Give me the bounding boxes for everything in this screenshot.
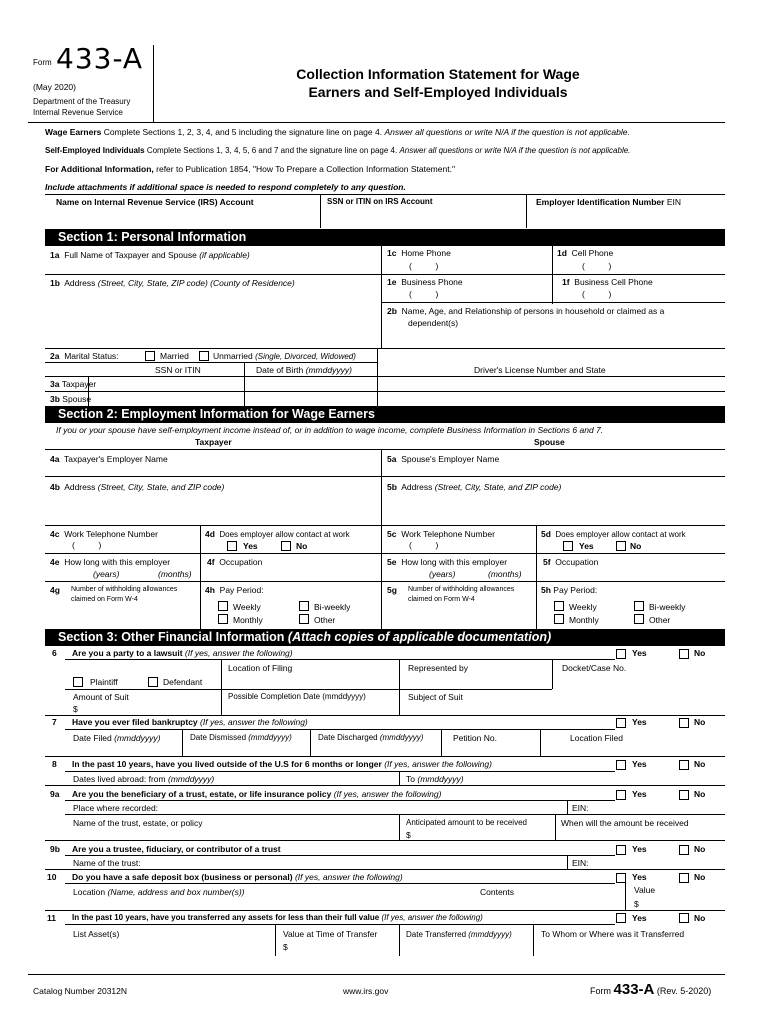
field-1c-label: 1c Home Phone <box>387 248 451 258</box>
form-number: 433-A <box>56 42 144 75</box>
section-3-header: Section 3: Other Financial Information (Attach copies of applicable documentation) <box>45 629 725 646</box>
business-phone-area[interactable]: ( ) <box>409 289 439 299</box>
irs-url[interactable]: www.irs.gov <box>343 986 389 996</box>
defendant-label: Defendant <box>163 677 203 687</box>
form-date: (May 2020) <box>33 82 76 92</box>
q8-num: 8 <box>52 759 57 769</box>
amount-of-suit-label: Amount of Suit <box>73 692 129 702</box>
intro-self-employed: Self-Employed Individuals Complete Sections 1, 3, 4, 5, 6 and 7 and the signature line on page 4. Answer all questions or write N/A if the question is not applicable. <box>45 146 631 155</box>
ein-9b-label: EIN: <box>572 858 589 868</box>
sdb-contents-label: Contents <box>480 887 515 897</box>
field-4c-label: 4c Work Telephone Number <box>50 529 158 539</box>
represented-by-label: Represented by <box>408 663 469 673</box>
field-2b-label: 2b Name, Age, and Relationship of persons in household or claimed as a <box>387 306 665 316</box>
intro-attachments: Include attachments if additional space is needed to respond completely to any question. <box>45 182 406 192</box>
work-phone-4c-area[interactable]: ( ) <box>72 540 102 550</box>
name-trust-9b-label: Name of the trust: <box>73 858 141 868</box>
business-cell-area[interactable]: ( ) <box>582 289 612 299</box>
form-label: Form <box>33 58 52 67</box>
q10-label: Do you have a safe deposit box (business or personal) (If yes, answer the following) <box>72 872 403 882</box>
q9b-no-checkbox[interactable] <box>679 845 689 855</box>
section-2-note: If you or your spouse have self-employment income instead of, or in addition to wage income, complete Business Information in Sections 6 and 7. <box>56 425 604 435</box>
department: Department of the Treasury <box>33 97 131 106</box>
q9b-yes-checkbox[interactable] <box>616 845 626 855</box>
name-on-account-field[interactable] <box>46 208 318 226</box>
q7-label: Have you ever filed bankruptcy (If yes, answer the following) <box>72 717 308 727</box>
q10-num: 10 <box>47 872 57 882</box>
value-transfer-label: Value at Time of Transfer <box>283 929 378 939</box>
pay-4h-other-checkbox[interactable] <box>299 614 309 624</box>
field-4b-label: 4b Address (Street, City, State, and ZIP code) <box>50 482 225 492</box>
plaintiff-label: Plaintiff <box>90 677 118 687</box>
ssn-on-account-field[interactable] <box>322 208 524 226</box>
date-transferred-label: Date Transferred (mmddyyyy) <box>406 930 512 939</box>
cell-phone-area[interactable]: ( ) <box>582 261 612 271</box>
intro-additional-info: For Additional Information, refer to Publication 1854, "How To Prepare a Collection Information Statement." <box>45 164 455 174</box>
location-filed-label: Location Filed <box>570 733 623 743</box>
pay-5h-other-label: Other <box>649 615 671 625</box>
q9a-num: 9a <box>50 789 60 799</box>
subject-of-suit-label: Subject of Suit <box>408 692 463 702</box>
pay-4h-biweekly-label: Bi-weekly <box>314 602 351 612</box>
amount-of-suit-dollar: $ <box>73 704 78 714</box>
field-4f-label: 4f Occupation <box>207 557 263 567</box>
contact-5d-yes-label: Yes <box>579 541 594 551</box>
years-4e-label: (years) <box>93 569 120 579</box>
q8-no-label: No <box>694 759 706 769</box>
field-4g-num: 4g <box>50 585 60 595</box>
q8-no-checkbox[interactable] <box>679 760 689 770</box>
field-1a-label: 1a Full Name of Taxpayer and Spouse (if applicable) <box>50 250 250 260</box>
ein-label: Employer Identification Number EIN <box>536 197 682 207</box>
possible-completion-label: Possible Completion Date (mmddyyyy) <box>228 692 366 701</box>
plaintiff-checkbox[interactable] <box>73 677 83 687</box>
q10-no-checkbox[interactable] <box>679 873 689 883</box>
q11-yes-label: Yes <box>632 913 647 923</box>
q11-label: In the past 10 years, have you transferred any assets for less than their full value (If yes, answer the following) <box>72 913 483 922</box>
ein-9a-label: EIN: <box>572 803 589 813</box>
q8-yes-label: Yes <box>632 759 647 769</box>
agency: Internal Revenue Service <box>33 108 123 117</box>
spouse-column-header: Spouse <box>534 437 565 447</box>
q11-yes-checkbox[interactable] <box>616 913 626 923</box>
q7-num: 7 <box>52 717 57 727</box>
q7-no-checkbox[interactable] <box>679 718 689 728</box>
pay-4h-biweekly-checkbox[interactable] <box>299 601 309 611</box>
sdb-value-dollar: $ <box>634 899 639 909</box>
field-5c-label: 5c Work Telephone Number <box>387 529 495 539</box>
months-5e-label: (months) <box>488 569 522 579</box>
field-5d-label: 5d Does employer allow contact at work <box>541 529 686 539</box>
contact-4d-no-checkbox[interactable] <box>281 541 291 551</box>
to-whom-label: To Whom or Where was it Transferred <box>541 929 685 939</box>
section-1-header: Section 1: Personal Information <box>45 229 725 246</box>
field-1b-label: 1b Address (Street, City, State, ZIP code) (County of Residence) <box>50 278 295 288</box>
pay-4h-weekly-checkbox[interactable] <box>218 601 228 611</box>
q9a-label: Are you the beneficiary of a trust, estate, or life insurance policy (If yes, answer the following) <box>72 789 442 799</box>
name-on-account-label: Name on Internal Revenue Service (IRS) Account <box>56 197 254 207</box>
q9b-yes-label: Yes <box>632 844 647 854</box>
q6-yes-checkbox[interactable] <box>616 649 626 659</box>
pay-5h-biweekly-checkbox[interactable] <box>634 601 644 611</box>
q9a-no-label: No <box>694 789 706 799</box>
field-2b-label-cont: dependent(s) <box>408 318 459 328</box>
place-recorded-label: Place where recorded: <box>73 803 159 813</box>
dates-abroad-to-label: To (mmddyyyy) <box>406 774 464 784</box>
married-label: Married <box>160 351 189 361</box>
contact-5d-yes-checkbox[interactable] <box>563 541 573 551</box>
anticipated-amount-label: Anticipated amount to be received <box>406 818 527 827</box>
field-4e-label: 4e How long with this employer <box>50 557 171 567</box>
q8-yes-checkbox[interactable] <box>616 760 626 770</box>
q10-no-label: No <box>694 872 706 882</box>
field-4d-label: 4d Does employer allow contact at work <box>205 529 350 539</box>
pay-5h-other-checkbox[interactable] <box>634 614 644 624</box>
years-5e-label: (years) <box>429 569 456 579</box>
q11-no-checkbox[interactable] <box>679 913 689 923</box>
field-5a-label: 5a Spouse's Employer Name <box>387 454 500 464</box>
ein-field[interactable] <box>528 208 724 226</box>
q10-yes-checkbox[interactable] <box>616 873 626 883</box>
work-phone-5c-area[interactable]: ( ) <box>409 540 439 550</box>
field-5e-label: 5e How long with this employer <box>387 557 508 567</box>
name-trust-label: Name of the trust, estate, or policy <box>73 818 203 828</box>
q11-no-label: No <box>694 913 706 923</box>
pay-5h-monthly-checkbox[interactable] <box>554 614 564 624</box>
field-5g-label: Number of withholding allowances claimed on Form W-4 <box>408 586 515 603</box>
footer-form-id: Form 433-A (Rev. 5-2020) <box>590 981 712 998</box>
row-3b-label: 3b Spouse <box>50 394 92 404</box>
contact-5d-no-label: No <box>630 541 642 551</box>
section-2-header: Section 2: Employment Information for Wage Earners <box>45 406 725 423</box>
taxpayer-column-header: Taxpayer <box>195 437 232 447</box>
q9b-label: Are you a trustee, fiduciary, or contributor of a trust <box>72 844 281 854</box>
petition-no-label: Petition No. <box>453 733 497 743</box>
pay-5h-monthly-label: Monthly <box>569 615 599 625</box>
q6-num: 6 <box>52 648 57 658</box>
dob-header: Date of Birth (mmddyyyy) <box>256 365 352 375</box>
contact-4d-yes-label: Yes <box>243 541 258 551</box>
defendant-checkbox[interactable] <box>148 677 158 687</box>
pay-4h-other-label: Other <box>314 615 336 625</box>
intro-wage-earners: Wage Earners Complete Sections 1, 2, 3, 4, and 5 including the signature line on page 4. Answer all questions or write N/A if the question is not applicable. <box>45 127 630 137</box>
field-1e-label: 1e Business Phone <box>387 277 463 287</box>
pay-5h-weekly-checkbox[interactable] <box>554 601 564 611</box>
field-4g-label: Number of withholding allowances claimed on Form W-4 <box>71 586 178 603</box>
spouse-ssn-field[interactable] <box>90 392 242 405</box>
field-1f-label: 1f Business Cell Phone <box>562 277 653 287</box>
anticipated-dollar: $ <box>406 830 411 840</box>
field-4h-label: 4h Pay Period: <box>205 585 264 595</box>
pay-4h-monthly-checkbox[interactable] <box>218 614 228 624</box>
date-filed-label: Date Filed (mmddyyyy) <box>73 733 161 743</box>
field-5h-label: 5h Pay Period: <box>541 585 598 595</box>
field-4a-label: 4a Taxpayer's Employer Name <box>50 454 168 464</box>
home-phone-area[interactable]: ( ) <box>409 261 439 271</box>
row-3a-label: 3a Taxpayer <box>50 379 97 389</box>
q7-yes-label: Yes <box>632 717 647 727</box>
field-5g-num: 5g <box>387 585 397 595</box>
date-dismissed-label: Date Dismissed (mmddyyyy) <box>190 733 292 742</box>
location-of-filing-label: Location of Filing <box>228 663 293 673</box>
drivers-license-header: Driver's License Number and State <box>474 365 606 375</box>
unmarried-label: Unmarried (Single, Divorced, Widowed) <box>213 351 356 361</box>
q9a-no-checkbox[interactable] <box>679 790 689 800</box>
pay-4h-weekly-label: Weekly <box>233 602 261 612</box>
pay-4h-monthly-label: Monthly <box>233 615 263 625</box>
sdb-value-label: Value <box>634 885 656 895</box>
ssn-itin-header: SSN or ITIN <box>155 365 201 375</box>
ssn-on-account-label: SSN or ITIN on IRS Account <box>327 197 433 206</box>
q9a-yes-checkbox[interactable] <box>616 790 626 800</box>
when-received-label: When will the amount be received <box>561 818 689 828</box>
dates-abroad-label: Dates lived abroad: from (mmddyyyy) <box>73 774 215 784</box>
contact-4d-yes-checkbox[interactable] <box>227 541 237 551</box>
pay-5h-biweekly-label: Bi-weekly <box>649 602 686 612</box>
field-5f-label: 5f Occupation <box>543 557 599 567</box>
value-transfer-dollar: $ <box>283 942 288 952</box>
field-5b-label: 5b Address (Street, City, State, and ZIP code) <box>387 482 562 492</box>
list-assets-label: List Asset(s) <box>73 929 120 939</box>
q11-num: 11 <box>47 913 56 923</box>
q9b-no-label: No <box>694 844 706 854</box>
field-1d-label: 1d Cell Phone <box>557 248 614 258</box>
q9a-yes-label: Yes <box>632 789 647 799</box>
q6-no-checkbox[interactable] <box>679 649 689 659</box>
q6-yes-label: Yes <box>632 648 647 658</box>
months-4e-label: (months) <box>158 569 192 579</box>
q9b-num: 9b <box>50 844 60 854</box>
pay-5h-weekly-label: Weekly <box>569 602 597 612</box>
q7-no-label: No <box>694 717 706 727</box>
date-discharged-label: Date Discharged (mmddyyyy) <box>318 733 424 742</box>
unmarried-checkbox[interactable] <box>199 351 209 361</box>
sdb-location-label: Location (Name, address and box number(s)) <box>73 887 245 897</box>
catalog-number: Catalog Number 20312N <box>33 986 128 996</box>
q8-label: In the past 10 years, have you lived outside of the U.S for 6 months or longer (If yes, answer the following) <box>72 759 492 769</box>
contact-5d-no-checkbox[interactable] <box>616 541 626 551</box>
taxpayer-ssn-field[interactable] <box>90 377 242 390</box>
q6-no-label: No <box>694 648 706 658</box>
married-checkbox[interactable] <box>145 351 155 361</box>
form-title-line1: Collection Information Statement for Wage <box>296 66 580 82</box>
field-2a-label: 2a Marital Status: <box>50 351 119 361</box>
q10-yes-label: Yes <box>632 872 647 882</box>
form-title-line2: Earners and Self-Employed Individuals <box>308 84 568 100</box>
q7-yes-checkbox[interactable] <box>616 718 626 728</box>
docket-label: Docket/Case No. <box>562 663 627 673</box>
q6-label: Are you a party to a lawsuit (If yes, answer the following) <box>72 648 293 658</box>
contact-4d-no-label: No <box>296 541 308 551</box>
